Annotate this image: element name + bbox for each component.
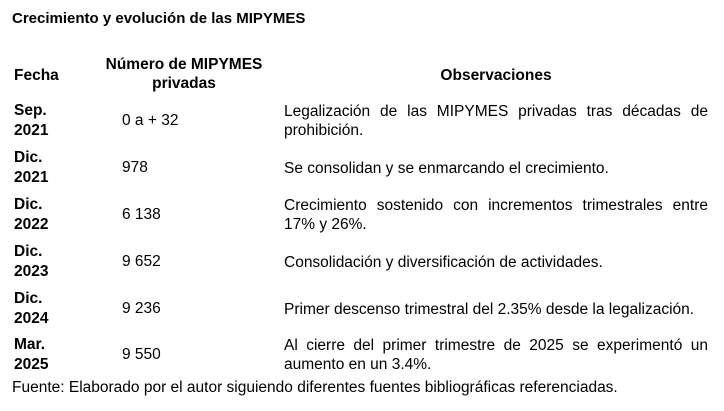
source-note: Fuente: Elaborado por el autor siguiendo diferentes fuentes bibliográficas referenciadas. (12, 379, 618, 396)
row-numero: 0 a + 32 (122, 112, 179, 129)
table-row (0, 335, 724, 381)
table-row (0, 101, 724, 147)
column-header-numero: Número de MIPYMES privadas (105, 56, 263, 92)
table-row (0, 242, 724, 288)
row-numero: 978 (122, 159, 148, 176)
row-observaciones: Al cierre del primer trimestre de 2025 se experimentó un aumento en un 3.4%. (284, 337, 708, 373)
row-observaciones-cell (284, 289, 708, 329)
row-numero: 9 652 (122, 253, 161, 270)
table-row (0, 289, 724, 335)
row-fecha: Mar. 2025 (14, 336, 49, 373)
row-observaciones: Consolidación y diversificación de actividades. (284, 253, 603, 271)
row-numero: 9 236 (122, 300, 161, 317)
row-observaciones-cell (284, 335, 708, 375)
row-observaciones: Legalización de las MIPYMES privadas tras décadas de prohibición. (284, 103, 708, 139)
row-observaciones: Crecimiento sostenido con incrementos trimestrales entre 17% y 26%. (284, 197, 708, 233)
row-observaciones-cell (284, 148, 708, 188)
row-observaciones-cell (284, 195, 708, 235)
row-observaciones: Se consolidan y se enmarcando el crecimiento. (284, 159, 609, 177)
column-header-fecha: Fecha (14, 67, 59, 84)
row-fecha: Dic. 2024 (14, 290, 49, 327)
row-observaciones-cell (284, 242, 708, 282)
column-header-observaciones: Observaciones (440, 67, 552, 84)
row-numero: 9 550 (122, 346, 161, 363)
table-title: Crecimiento y evolución de las MIPYMES (12, 10, 306, 27)
row-observaciones: Primer descenso trimestral del 2.35% desde la legalización. (284, 300, 695, 318)
table-row (0, 148, 724, 194)
row-fecha: Dic. 2023 (14, 243, 49, 280)
row-fecha: Dic. 2021 (14, 149, 49, 186)
row-fecha: Sep. 2021 (14, 102, 49, 139)
row-observaciones-cell (284, 101, 708, 141)
row-fecha: Dic. 2022 (14, 196, 49, 233)
row-numero: 6 138 (122, 206, 161, 223)
table-row (0, 195, 724, 241)
